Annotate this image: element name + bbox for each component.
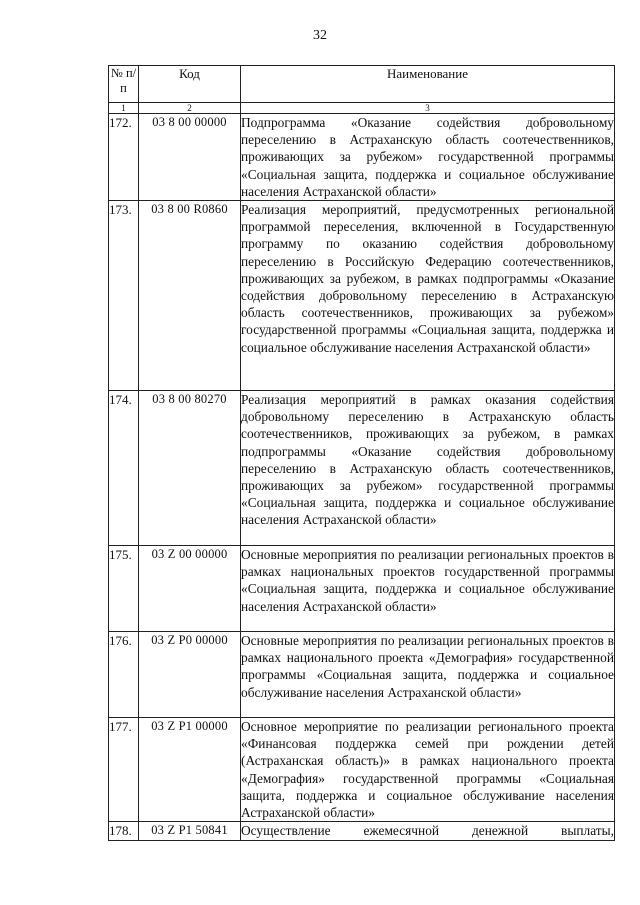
row-name: Основное мероприятие по реализации регионального проекта «Финансовая поддержка семей при рождении детей (Астраханская область)» в рамках национального проекта «Демография» государственной программы «Социальная защита, поддержка и социальное обслуживание населения Астраханской области» xyxy=(241,719,614,821)
row-name: Реализация мероприятий, предусмотренных региональной программой переселения, включенной в Государственную программу по оказанию содействия добровольному переселению в Российскую Федерацию соотечественников, проживающих за рубежом, в рамках подпрограммы «Оказание содействия добровольному переселению в Астраханскую область соотечественников, проживающих за рубежом» государственной программы «Социальная защита, поддержка и социальное обслуживание населения Астраханской области» xyxy=(241,201,615,391)
table-row xyxy=(109,632,615,718)
row-number: 174. xyxy=(109,391,139,546)
row-name: Основные мероприятия по реализации региональных проектов в рамках национального проекта «Демография» государственной программы «Социальная защита, поддержка и социальное обслуживание населения Астраханской области» xyxy=(241,632,615,718)
page-number: 32 xyxy=(313,28,327,43)
row-number: 177. xyxy=(109,718,139,822)
row-number: 173. xyxy=(109,201,139,391)
table-row xyxy=(109,391,615,546)
table-row xyxy=(109,718,615,822)
row-code: 03 8 00 R0860 xyxy=(139,201,241,391)
column-index-row xyxy=(109,103,615,114)
row-number: 176. xyxy=(109,632,139,718)
row-code: 03 Z 00 00000 xyxy=(139,546,241,632)
row-name: Реализация мероприятий в рамках оказания содействия добровольному переселению в Астраханскую область соотечественников, проживающих за рубежом, в рамках подпрограммы «Оказание содействия добровольному переселению в Астраханскую область соотечественников, проживающих за рубежом» государственной программы «Социальная защита, поддержка и социальное обслуживание населения Астраханской области» xyxy=(241,391,615,546)
header-name: Наименование xyxy=(241,66,615,103)
table-row xyxy=(109,201,615,391)
column-index-2: 2 xyxy=(139,103,241,114)
row-code: 03 Z P0 00000 xyxy=(139,632,241,718)
table-row xyxy=(109,822,615,841)
row-name: Осуществление ежемесячной денежной выплаты, xyxy=(241,822,615,841)
row-name: Основные мероприятия по реализации региональных проектов в рамках национальных проектов государственной программы «Социальная защита, поддержка и социальное обслуживание населения Астраханской области» xyxy=(241,546,615,632)
row-name: Подпрограмма «Оказание содействия добровольному переселению в Астраханскую область соотечественников, проживающих за рубежом» государственной программы «Социальная защита, поддержка и социальное обслуживание населения Астраханской области» xyxy=(241,115,614,199)
row-number: 175. xyxy=(109,546,139,632)
header-number: № п/п xyxy=(109,66,139,103)
row-number: 178. xyxy=(109,822,139,841)
row-code: 03 8 00 80270 xyxy=(139,391,241,546)
row-number: 172. xyxy=(109,114,139,201)
table-row xyxy=(109,546,615,632)
table-header-row xyxy=(109,66,615,103)
header-code: Код xyxy=(139,66,241,103)
row-code: 03 Z P1 50841 xyxy=(139,822,241,841)
row-code: 03 8 00 00000 xyxy=(139,114,241,201)
row-code: 03 Z P1 00000 xyxy=(139,718,241,822)
column-index-1: 1 xyxy=(109,103,139,114)
column-index-3: 3 xyxy=(241,103,615,114)
table-row xyxy=(109,114,615,201)
budget-classification-table xyxy=(108,65,615,841)
